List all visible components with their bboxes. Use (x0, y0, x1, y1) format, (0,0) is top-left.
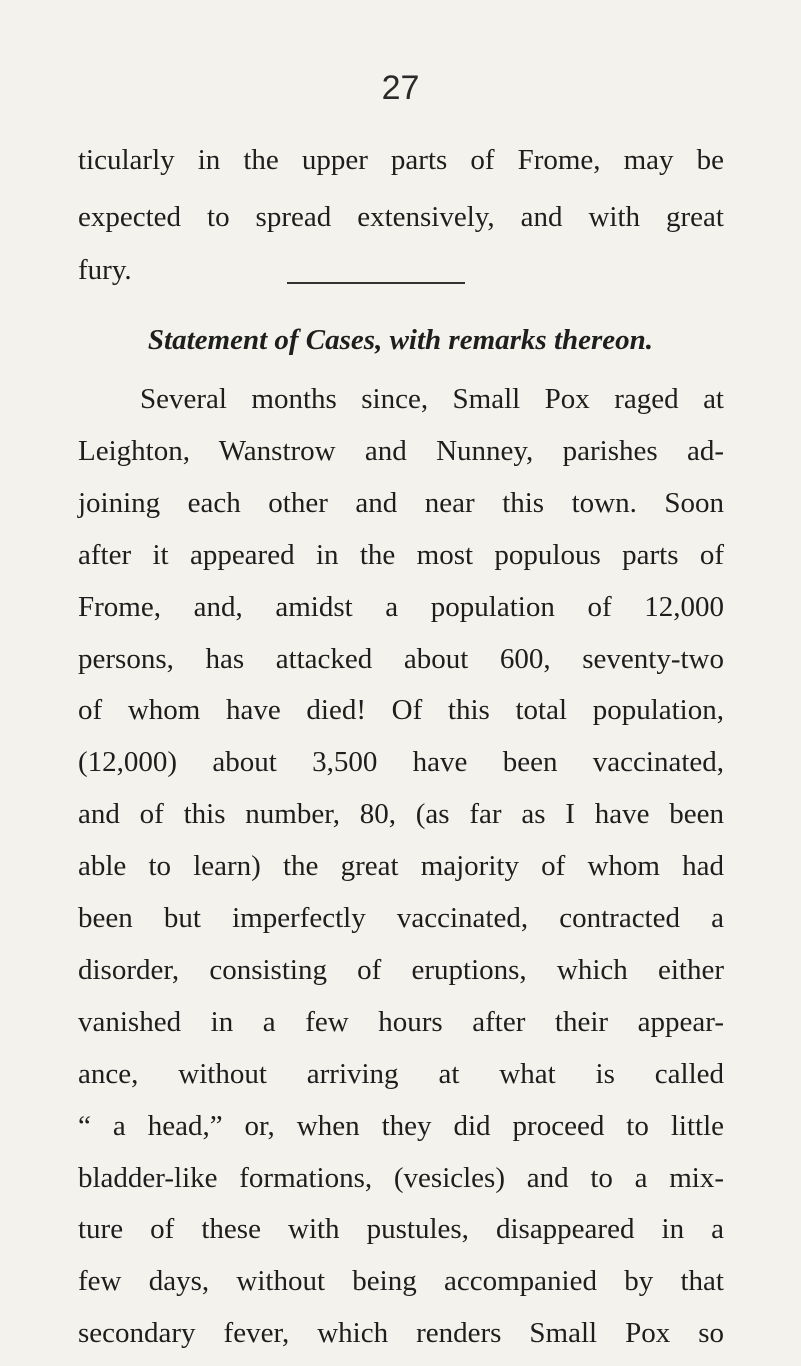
text-line: of whom have died! Of this total population, (78, 694, 724, 726)
text-line: Frome, and, amidst a population of 12,000 (78, 591, 724, 623)
text-line: (12,000) about 3,500 have been vaccinated, (78, 746, 724, 778)
text-line: persons, has attacked about 600, seventy-two (78, 643, 724, 675)
text-line: after it appeared in the most populous parts of (78, 539, 724, 571)
text-line: fury. (78, 254, 132, 286)
text-line: “ a head,” or, when they did proceed to little (78, 1110, 724, 1142)
text-line: and of this number, 80, (as far as I have been (78, 798, 724, 830)
section-divider (287, 282, 465, 284)
text-line: vanished in a few hours after their appear- (78, 1006, 724, 1038)
text-line: able to learn) the great majority of whom had (78, 850, 724, 882)
text-line: ture of these with pustules, disappeared in a (78, 1213, 724, 1245)
text-line: been but imperfectly vaccinated, contracted a (78, 902, 724, 934)
text-line: Several months since, Small Pox raged at (140, 383, 724, 415)
section-heading: Statement of Cases, with remarks thereon. (147, 324, 654, 356)
text-line: ticularly in the upper parts of Frome, may be (78, 144, 724, 176)
page-number: 27 (381, 69, 420, 107)
text-line: Leighton, Wanstrow and Nunney, parishes ad- (78, 435, 724, 467)
text-line: secondary fever, which renders Small Pox so (78, 1317, 724, 1349)
text-line: bladder-like formations, (vesicles) and to a mix- (78, 1162, 724, 1194)
text-line: few days, without being accompanied by that (78, 1265, 724, 1297)
text-line: disorder, consisting of eruptions, which either (78, 954, 724, 986)
text-line: ance, without arriving at what is called (78, 1058, 724, 1090)
text-line: joining each other and near this town. Soon (78, 487, 724, 519)
text-line: expected to spread extensively, and with great (78, 201, 724, 233)
